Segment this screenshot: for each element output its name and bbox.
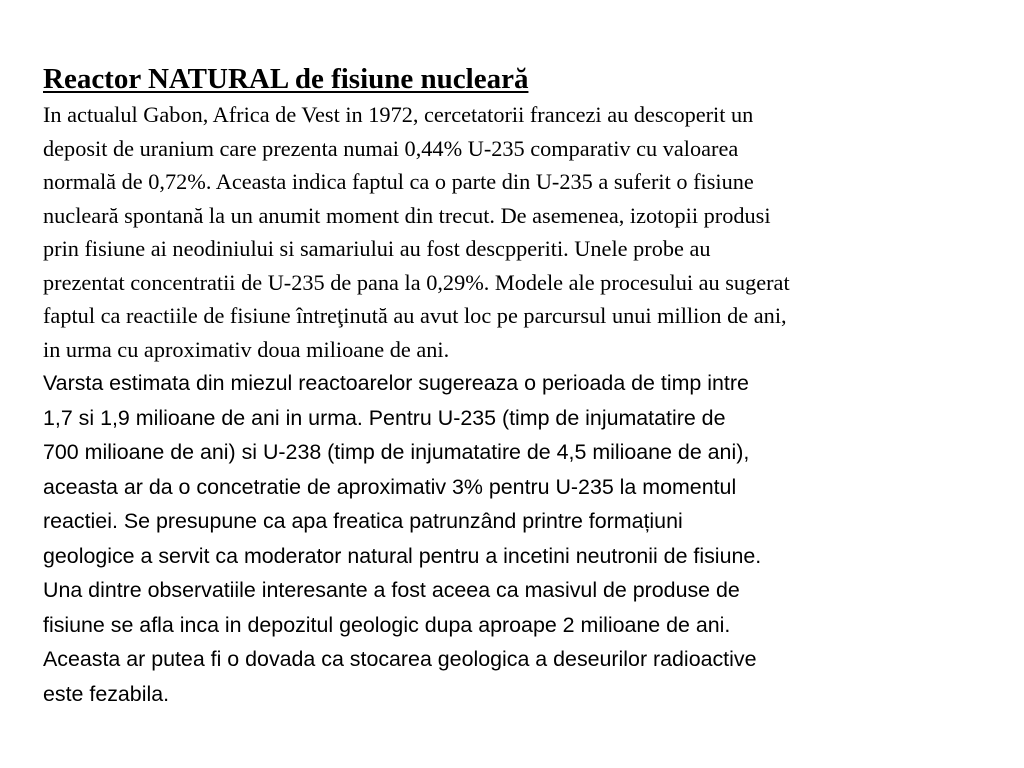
paragraph-line: Aceasta ar putea fi o dovada ca stocarea geologica a deseurilor radioactive xyxy=(43,647,757,671)
paragraph-line: faptul ca reactiile de fisiune întreţinută au avut loc pe parcursul unui million de ani, xyxy=(43,303,787,328)
paragraph-line: Varsta estimata din miezul reactoarelor sugereaza o perioada de timp intre xyxy=(43,371,749,395)
paragraph-line: prezentat concentratii de U-235 de pana la 0,29%. Modele ale procesului au sugerat xyxy=(43,269,790,295)
paragraph-line: fisiune se afla inca in depozitul geologic dupa aproape 2 milioane de ani. xyxy=(43,612,731,637)
paragraph-line: normală de 0,72%. Aceasta indica faptul ca o parte din U-235 a suferit o fisiune xyxy=(43,169,754,194)
slide-title: Reactor NATURAL de fisiune nucleară xyxy=(43,63,529,95)
paragraph-discovery xyxy=(43,98,1013,366)
paragraph-line: prin fisiune ai neodiniului si samariului au fost descpperiti. Unele probe au xyxy=(43,236,711,261)
paragraph-line: in urma cu aproximativ doua milioane de ani. xyxy=(43,336,450,362)
paragraph-line: geologice a servit ca moderator natural pentru a incetini neutronii de fisiune. xyxy=(43,543,762,568)
paragraph-age-estimate xyxy=(43,366,1013,711)
paragraph-line: 700 milioane de ani) si U-238 (timp de injumatatire de 4,5 milioane de ani), xyxy=(43,440,750,464)
paragraph-line: aceasta ar da o concetratie de aproximativ 3% pentru U-235 la momentul xyxy=(43,474,737,499)
paragraph-line: In actualul Gabon, Africa de Vest in 1972, cercetatorii francezi au descoperit un xyxy=(43,102,754,127)
paragraph-line: este fezabila. xyxy=(43,681,170,706)
paragraph-line: 1,7 si 1,9 milioane de ani in urma. Pentru U-235 (timp de injumatatire de xyxy=(43,405,726,430)
slide-content xyxy=(43,60,1013,711)
paragraph-line: Una dintre observatiile interesante a fost aceea ca masivul de produse de xyxy=(43,578,740,602)
paragraph-line: nucleară spontană la un anumit moment din trecut. De asemenea, izotopii produsi xyxy=(43,202,771,228)
paragraph-line: deposit de uranium care prezenta numai 0,44% U-235 comparativ cu valoarea xyxy=(43,135,739,161)
paragraph-line: reactiei. Se presupune ca apa freatica patrunzând printre formațiuni xyxy=(43,509,683,533)
